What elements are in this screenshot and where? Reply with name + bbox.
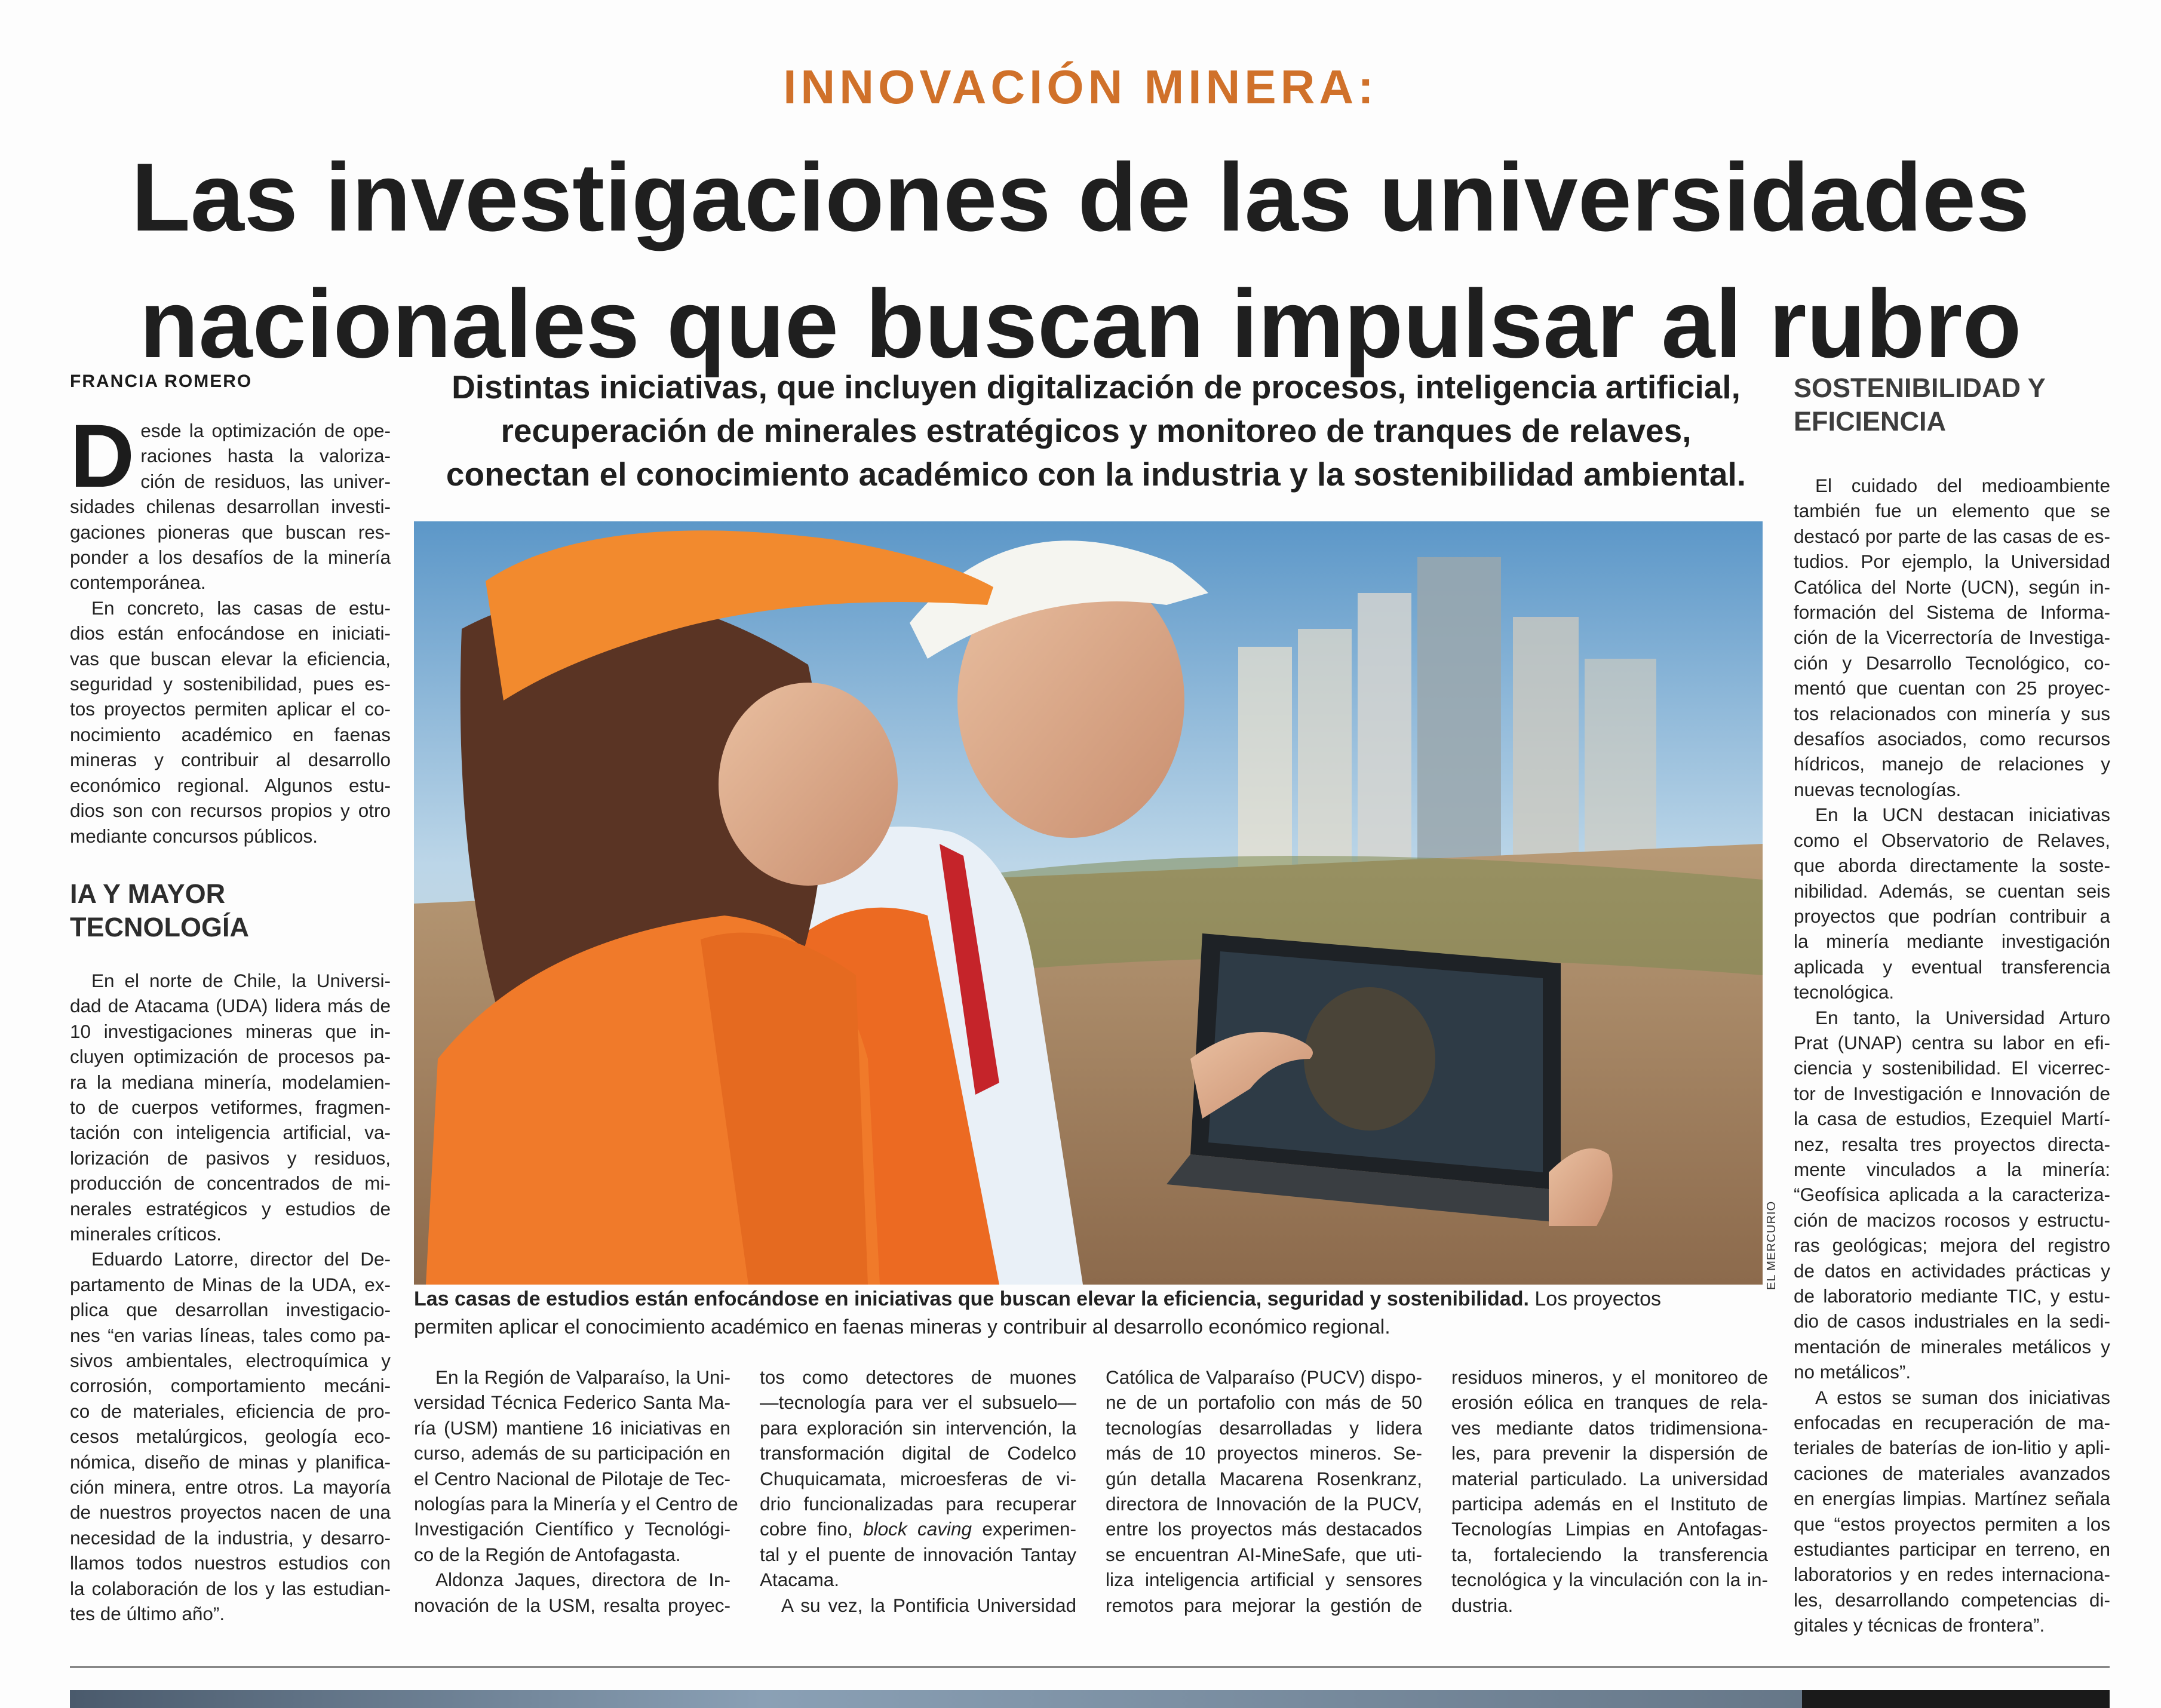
column-2 [414,1365,738,1618]
text-line: plica que desarrollan investigacio- [70,1299,391,1321]
text-line: sivos ambientales, electroquímica y [70,1350,391,1371]
text-line: contemporánea. [70,572,206,594]
text-line: to de cuerpos vetiformes, fragmen- [70,1096,391,1118]
photo-illustration [414,521,1763,1285]
text-line: llamos todos nuestros estudios con [70,1552,391,1574]
section-heading-line: SOSTENIBILIDAD Y [1794,373,2046,403]
text-line: no metálicos”. [1794,1361,1911,1383]
text-line: ría (USM) mantiene 16 iniciativas en [414,1417,730,1439]
text-line: drio funcionalizadas para recuperar [760,1493,1076,1515]
text-line: material particulado. La universidad [1451,1467,1768,1489]
next-article-image-strip [70,1690,1802,1708]
text-line: En concreto, las casas de estu- [91,597,391,619]
article-subhead [412,365,1780,496]
text-line: nologías para la Minería y el Centro de [414,1493,738,1515]
article-headline [72,134,2089,388]
text-line: tecnologías desarrolladas y lidera [1106,1417,1422,1439]
text-line: tor de Investigación e Innovación de [1794,1082,2110,1104]
text-line: nocimiento académico en faenas [70,723,391,745]
column-1 [70,406,391,1626]
text-line: caciones de materiales avanzados [1794,1462,2110,1484]
subhead-line-1: Distintas iniciativas, que incluyen digitalización de procesos, inteligencia artificial, [452,368,1741,406]
text-line: la colaboración de los y las estudian- [70,1577,391,1599]
text-line: liza inteligencia artificial y sensores [1106,1569,1422,1591]
text-line: ras geológicas; mejora del registro [1794,1234,2110,1257]
text-line: tes de último año”. [70,1603,225,1625]
text-line: ves mediante datos tridimensiona- [1451,1417,1768,1439]
text-line: 10 investigaciones mineras que in- [70,1020,391,1042]
text-line: en energías limpias. Martínez señala [1794,1488,2110,1510]
text-line: ción de macizos rocosos y estructu- [1794,1209,2110,1231]
text-line: co de materiales, eficiencia de pro- [70,1400,391,1422]
text-line: tos como detectores de muones [760,1366,1076,1388]
text-line: dios son con recursos propios y otro [70,800,391,822]
text-line: desafíos asociados, como recursos [1794,728,2110,750]
text-line: Eduardo Latorre, director del De- [91,1248,391,1270]
text-line: necesidad de la industria, y desarro- [70,1526,391,1549]
column-6 [1794,371,2110,1638]
text-line: ción de la Vicerrectoría de Investiga- [1794,626,2110,649]
text-italic-term: block caving [863,1518,972,1540]
text-line: gaciones pioneras que buscan res- [70,521,391,543]
text-line: partamento de Minas de la UDA, ex- [70,1273,391,1295]
article-kicker: INNOVACIÓN MINERA: [783,60,1378,113]
text-line: A su vez, la Pontificia Universidad [781,1594,1076,1616]
text-line: que “estos proyectos permiten a los [1794,1513,2110,1535]
article-photo [414,521,1763,1285]
text-line: la casa de estudios, Ezequiel Martí- [1794,1108,2110,1130]
text-line: lorización de pasivos y residuos, [70,1147,391,1169]
text-line: residuos mineros, y el monitoreo de [1451,1366,1768,1388]
text-line: tecnológica y la vinculación con la in- [1451,1569,1768,1591]
caption-bold: Las casas de estudios están enfocándose en iniciativas que buscan elevar la eficiencia, seguridad y sostenibilidad. [414,1288,1529,1310]
text-line: laboratorios y en redes internaciona- [1794,1563,2110,1586]
text-line: mineras y contribuir al desarrollo [70,749,391,771]
photo-credit-text: EL MERCURIO [1765,1200,1778,1290]
text-line: Católica de Valparaíso (PUCV) dispo- [1106,1366,1422,1388]
text-line: más de 10 proyectos mineros. Se- [1106,1442,1422,1464]
text-line: sidades chilenas desarrollan investi- [70,496,391,518]
text-line: nómica, diseño de minas y planifica- [70,1451,391,1473]
text-line: que aborda directamente la soste- [1794,855,2110,877]
text-line: vas que buscan elevar la eficiencia, [70,647,391,669]
text-line: A estos se suman dos iniciativas [1815,1386,2110,1408]
section-heading-line: IA Y MAYOR [70,878,226,909]
caption-line-1 [414,1285,1763,1313]
text-line: ponder a los desafíos de la minería [70,546,391,569]
text-line: de laboratorio mediante TIC, y estu- [1794,1285,2110,1307]
photo-credit [1765,1200,1789,1290]
text-line: de nuestros proyectos nacen de una [70,1501,391,1523]
text-line: destacó por parte de las casas de es- [1794,525,2110,547]
drop-cap: D [70,406,135,506]
text-line: tecnológica. [1794,981,1895,1003]
text-line: se encuentran AI-MineSafe, que uti- [1106,1543,1422,1565]
text-line: aplicada y eventual transferencia [1794,956,2110,978]
paragraph [70,595,391,849]
paragraph [1794,1385,2110,1638]
paragraph [70,968,391,1246]
text-line: corrosión, comportamiento mecáni- [70,1375,391,1397]
text-line: les, para prevenir la dispersión de [1451,1442,1768,1464]
section-heading-line: TECNOLOGÍA [70,911,249,942]
text-line: les, desarrollando competencias di- [1794,1589,2110,1611]
text-line: co de la Región de Antofagasta. [414,1543,681,1565]
text-line: —tecnología para ver el subsuelo— [760,1391,1076,1414]
caption-line-2: permiten aplicar el conocimiento académico en faenas mineras y contribuir al desarrollo económico regional. [414,1316,1390,1338]
text-line: raciones hasta la valoriza- [140,445,391,467]
text-line: cesos metalúrgicos, geología eco- [70,1426,391,1448]
column-4 [1106,1365,1422,1618]
text-line: erosión eólica en tranques de rela- [1451,1391,1768,1414]
text-line: nerales estratégicos y estudios de [70,1197,391,1219]
text-line: Católica del Norte (UCN), según in- [1794,576,2110,598]
text-line: En tanto, la Universidad Arturo [1815,1006,2110,1028]
text-line: tudios. Por ejemplo, la Universidad [1794,551,2110,573]
text-line: minerales críticos. [70,1222,222,1245]
text-line: ciencia y sostenibilidad. El vicerrec- [1794,1057,2110,1079]
byline: FRANCIA ROMERO [70,371,253,391]
section-heading-ia [70,877,391,944]
text-line: esde la optimización de ope- [140,420,391,441]
text-line: curso, además de su participación en [414,1442,730,1464]
text-fragment: experimen- [972,1518,1076,1540]
photo-caption [414,1285,1763,1341]
text-line: tal y el puente de innovación Tantay [760,1543,1076,1565]
text-line: “Geofísica aplicada a la caracteriza- [1794,1184,2110,1206]
text-line: la minería mediante investigación [1794,930,2110,953]
text-line: mente vinculados a la minería: [1794,1158,2110,1180]
text-line: para exploración sin intervención, la [760,1417,1076,1439]
text-line: mediante concursos públicos. [70,825,318,847]
text-line: dustria. [1451,1594,1514,1616]
column-5 [1451,1365,1768,1618]
text-line: nuevas tecnologías. [1794,778,1962,800]
text-line: nibilidad. Además, se cuentan seis [1794,880,2110,902]
section-heading-sostenibilidad [1794,371,2110,438]
text-line: hídricos, manejo de relaciones y [1794,753,2110,775]
text-line: ta, fortaleciendo la transferencia [1451,1543,1768,1565]
text-line: mentación de minerales metálicos y [1794,1335,2110,1357]
text-line: como el Observatorio de Relaves, [1794,829,2110,851]
text-line: Tecnologías Limpias en Antofagas- [1451,1518,1768,1540]
text-line: estudiantes participar en terreno, en [1794,1538,2110,1560]
subhead-line-2: recuperación de minerales estratégicos y monitoreo de tranques de relaves, [501,412,1692,449]
next-article-dark-block [1802,1690,2110,1708]
paragraph [1794,473,2110,802]
text-line: En el norte de Chile, la Universi- [91,969,391,991]
text-line: novación de la USM, resalta proyec- [414,1594,730,1616]
text-line: seguridad y sostenibilidad, pues es- [70,673,391,695]
text-line: Prat (UNAP) centra su labor en efi- [1794,1031,2110,1053]
text-line: proyectos que podrían contribuir a [1794,905,2110,927]
text-line: de datos en actividades prácticas y [1794,1260,2110,1282]
text-fragment: cobre fino, [760,1518,864,1540]
text-line: Aldonza Jaques, directora de In- [435,1569,730,1591]
text-line: dad de Atacama (UDA) lidera más de [70,995,391,1017]
text-line-mixed [760,1516,1076,1541]
bottom-divider [70,1666,2110,1668]
text-line: ne de un portafolio con más de 50 [1106,1391,1422,1414]
headline-line-1: Las investigaciones de las universidades [131,143,2030,251]
paragraph [70,1246,391,1626]
text-line: En la UCN destacan iniciativas [1815,804,2110,826]
text-line: enfocadas en recuperación de ma- [1794,1412,2110,1434]
text-line: económico regional. Algunos estu- [70,774,391,796]
text-line: dio de casos industriales en la sedi- [1794,1310,2110,1332]
text-line: producción de concentrados de mi- [70,1172,391,1194]
text-line: participa además en el Instituto de [1451,1493,1768,1515]
text-line: Chuquicamata, microesferas de vi- [760,1467,1076,1489]
paragraph [1794,802,2110,1004]
text-line: mentó que cuentan con 25 proyec- [1794,677,2110,699]
text-line: también fue un elemento que se [1794,500,2110,522]
text-line: En la Región de Valparaíso, la Uni- [435,1366,730,1388]
text-line: cluyen optimización de procesos pa- [70,1046,391,1068]
text-line: nez, resalta tres proyectos directa- [1794,1133,2110,1155]
text-line: directora de Innovación de la PUCV, [1106,1493,1422,1515]
text-line: nes “en varias líneas, tales como pa- [70,1324,391,1346]
text-line: transformación digital de Codelco [760,1442,1076,1464]
text-line: tos relacionados con minería y sus [1794,702,2110,724]
headline-line-2: nacionales que buscan impulsar al rubro [139,270,2022,378]
text-line: formación del Sistema de Informa- [1794,601,2110,623]
text-line: versidad Técnica Federico Santa Ma- [414,1391,730,1414]
text-line: gún detalla Macarena Rosenkranz, [1106,1467,1422,1489]
text-line: remotos para mejorar la gestión de [1106,1594,1422,1616]
text-line: tos proyectos permiten aplicar el co- [70,698,391,720]
text-line: ción de residuos, las univer- [140,470,391,492]
subhead-line-3: conectan el conocimiento académico con la industria y la sostenibilidad ambiental. [446,456,1746,493]
text-line: el Centro Nacional de Pilotaje de Tec- [414,1467,730,1489]
text-line: ción minera, entre otros. La mayoría [70,1476,391,1498]
caption-regular: Los proyectos [1528,1288,1662,1310]
paragraph [1794,1005,2110,1385]
text-line: El cuidado del medioambiente [1815,475,2110,496]
text-line: entre los proyectos más destacados [1106,1518,1422,1540]
column-3 [760,1365,1076,1618]
text-line: gitales y técnicas de frontera”. [1794,1614,2045,1636]
text-line: Atacama. [760,1569,840,1591]
text-line: ra la mediana minería, modelamien- [70,1071,391,1093]
text-line: tación con inteligencia artificial, va- [70,1122,391,1144]
section-heading-line: EFICIENCIA [1794,406,1947,437]
text-line: ción y Desarrollo Tecnológico, co- [1794,652,2110,674]
text-line: Investigación Científico y Tecnológi- [414,1518,730,1540]
text-line: teriales de baterías de ion-litio y apli- [1794,1437,2110,1459]
text-line: dios están enfocándose en iniciati- [70,622,391,644]
